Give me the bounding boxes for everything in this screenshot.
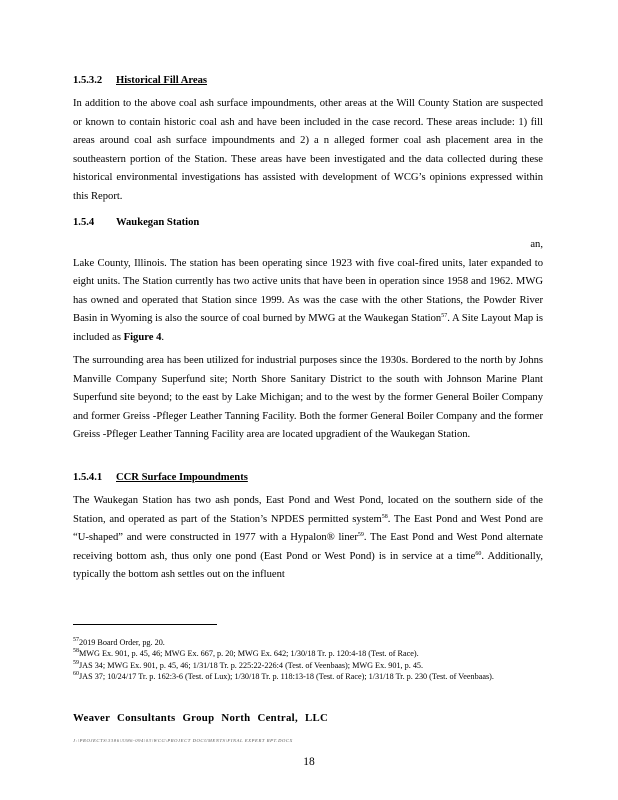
historical-fill-paragraph: In addition to the above coal ash surface impoundments, other areas at the Will County Station are suspected or known to contain historic coal ash and have been included in the case record. These areas include: 1) fill areas around coal ash surface impoundments and 2) a n alleged former coal ash placement area in the southeastern portion of the Station. These areas have been investigated and the data collected during these historical environmental investigations has assisted with development of WCG’s opinions expressed within this Report. — [73, 98, 543, 202]
waukegan-text-tail: . A Site Layout Map is included as — [73, 313, 543, 343]
footnote — [73, 671, 543, 682]
footnote-divider — [73, 624, 217, 625]
footnote-text: MWG Ex. 901, p. 45, 46; MWG Ex. 667, p. 20; MWG Ex. 642; 1/30/18 Tr. p. 120:4-18 (Test. of Race). — [79, 649, 419, 659]
waukegan-paragraph — [73, 236, 543, 348]
ccr-text-c: . The East Pond and West Pond alternate receiving bottom ash, thus only one pond (East Pond or West Pond) is in service at a time — [73, 532, 544, 562]
footnote-number: 58 — [73, 648, 79, 655]
redacted-line-fragment: an, — [530, 239, 543, 250]
surrounding-area-paragraph: The surrounding area has been utilized for industrial purposes since the 1930s. Bordered to the north by Johns Manville Company Superfund site; North Shore Sanitary District to the south with Johnson Marine Plant Superfund site beyond; to the east by Lake Michigan; and to the west by the former General Boiler Company and former Greiss -Pfleger Leather Tanning Facility. Both the former General Boiler Company and the former Greiss -Pfleger Leather Tanning Facility area are located upgradient of the Waukegan Station. — [73, 355, 543, 441]
section-title: Waukegan Station — [116, 217, 200, 228]
figure-reference: Figure 4 — [123, 331, 162, 343]
section-title: Historical Fill Areas — [116, 75, 208, 86]
footer-file-path: J:\PROJECTS\3386\3386-094\03\WCG\PROJECT DOCUMENTS\FINAL EXPERT RPT.DOCX — [73, 738, 293, 743]
footnote-text: 2019 Board Order, pg. 20. — [79, 638, 165, 647]
section-number: 1.5.4 — [73, 217, 95, 228]
section-number: 1.5.4.1 — [73, 472, 103, 483]
footnote — [73, 660, 543, 671]
footnote-text: JAS 34; MWG Ex. 901, p. 45, 46; 1/31/18 Tr. p. 225:22-226:4 (Test. of Veenbaas); MWG Ex. 901, p. 45. — [79, 660, 424, 670]
footnote-ref: 59 — [357, 532, 364, 539]
footnote — [73, 637, 543, 648]
ccr-text-d: . Additionally, typically the bottom ash settles out on the influent — [73, 550, 543, 581]
footnote-number: 59 — [73, 659, 79, 666]
footnote-number: 60 — [73, 670, 79, 677]
ccr-impoundments-paragraph — [73, 492, 543, 585]
section-heading-1-5-4-1 — [73, 471, 248, 485]
footnotes — [73, 637, 543, 682]
footnote-ref: 60 — [475, 550, 482, 557]
ccr-text-a: The Waukegan Station has two ash ponds, East Pond and West Pond, located on the southern side of the Station, and operated as part of the Station’s NPDES permitted system — [73, 495, 543, 525]
footnote — [73, 648, 543, 659]
page-number: 18 — [303, 756, 315, 768]
section-heading-1-5-4 — [73, 216, 199, 230]
section-heading-1-5-3-2 — [73, 74, 207, 88]
waukegan-text: Lake County, Illinois. The station has been operating since 1923 with five coal-fired units, later expanded to eight units. The Station currently has two active units that have been in operation since 1958 and 1962. MWG has owned and operated that Station since 1999. As was the case with the other Stations, the Powder River Basin in Wyoming is also the source of coal burned by MWG at the Waukegan Station — [73, 257, 543, 325]
waukegan-text-end: . — [161, 331, 165, 343]
ccr-text-b: . The East Pond and West Pond are “U-shaped” and were constructed in 1977 with a Hypalon® liner — [73, 513, 543, 544]
footnote-ref: 58 — [381, 513, 388, 520]
section-number: 1.5.3.2 — [73, 75, 103, 86]
footnote-ref: 57 — [441, 313, 448, 320]
footnote-number: 57 — [73, 637, 79, 643]
section-title: CCR Surface Impoundments — [116, 472, 248, 483]
footer-firm-name: Weaver Consultants Group North Central, LLC — [73, 712, 329, 724]
footnote-text: JAS 37; 10/24/17 Tr. p. 162:3-6 (Test. of Lux); 1/30/18 Tr. p. 118:13-18 (Test. of Race); 1/31/18 Tr. p. 230 (Test. of Veenbaas). — [79, 671, 494, 681]
